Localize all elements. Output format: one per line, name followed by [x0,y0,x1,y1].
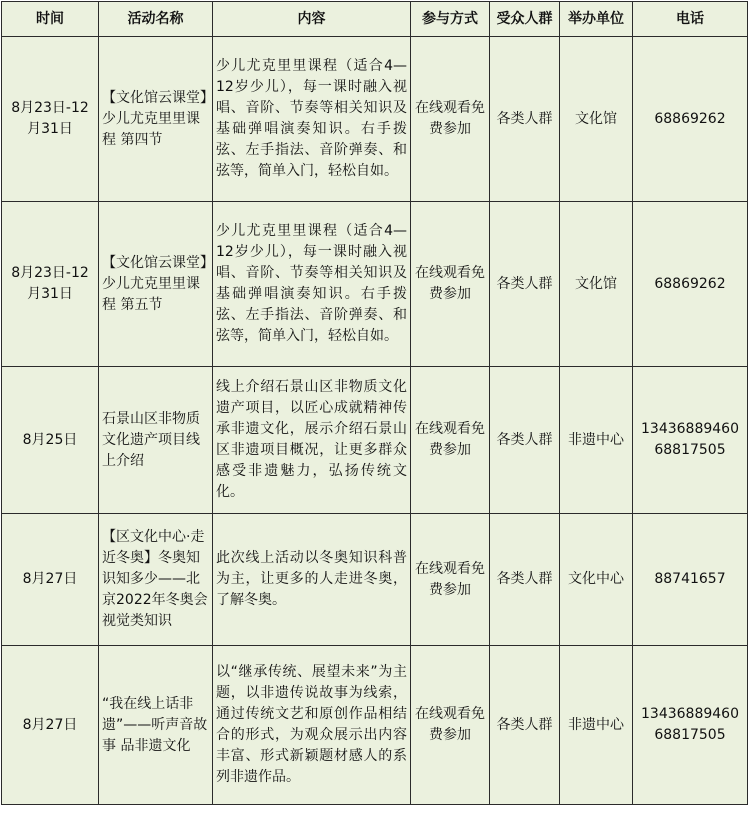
cell-organizer: 非遗中心 [560,367,633,514]
cell-phone [633,367,748,514]
cell-organizer: 文化馆 [560,37,633,202]
table-row [2,202,748,367]
cell-activity-name: “我在线上话非遗”——听声音故事 品非遗文化 [99,646,213,805]
cell-content: 此次线上活动以冬奥知识科普为主，让更多的人走进冬奥，了解冬奥。 [213,514,411,646]
header-audience: 受众人群 [490,2,560,37]
cell-content: 线上介绍石景山区非物质文化遗产项目，以匠心成就精神传承非遗文化，展示介绍石景山区非遗项目概况，让更多群众感受非遗魅力，弘扬传统文化。 [213,367,411,514]
phone-number: 68869262 [654,275,726,292]
phone-number: 88741657 [654,571,726,587]
cell-organizer: 文化馆 [560,202,633,367]
cell-audience: 各类人群 [490,37,560,202]
cell-time: 8月25日 [2,367,99,514]
cell-organizer: 非遗中心 [560,646,633,805]
cell-participation: 在线观看免费参加 [411,514,490,646]
header-participation: 参与方式 [411,2,490,37]
activity-schedule-table [1,1,748,805]
cell-content: 少儿尤克里里课程（适合4—12岁少儿），每一课时融入视唱、音阶、节奏等相关知识及基础弹唱演奏知识。右手拨弦、左手指法、音阶弹奏、和弦等，简单入门，轻松自如。 [213,202,411,367]
cell-participation: 在线观看免费参加 [411,202,490,367]
cell-activity-name: 【区文化中心·走近冬奥】冬奥知识知多少——北京2022年冬奥会视觉类知识 [99,514,213,646]
phone-number: 13436889460 [641,706,739,722]
table-row [2,646,748,805]
cell-phone [633,202,748,367]
phone-number: 68817505 [654,727,726,743]
cell-participation: 在线观看免费参加 [411,367,490,514]
header-activity-name: 活动名称 [99,2,213,37]
header-organizer: 举办单位 [560,2,633,37]
header-row [2,2,748,37]
cell-time: 8月27日 [2,646,99,805]
cell-audience: 各类人群 [490,646,560,805]
cell-activity-name: 石景山区非物质文化遗产项目线上介绍 [99,367,213,514]
cell-content: 少儿尤克里里课程（适合4—12岁少儿），每一课时融入视唱、音阶、节奏等相关知识及基础弹唱演奏知识。右手拨弦、左手指法、音阶弹奏、和弦等，简单入门，轻松自如。 [213,37,411,202]
phone-number: 68869262 [654,110,726,127]
cell-content: 以“继承传统、展望未来”为主题，以非遗传说故事为线索，通过传统文艺和原创作品相结合的形式，为观众展示出内容丰富、形式新颖题材感人的系列非遗作品。 [213,646,411,805]
phone-number: 68817505 [654,442,726,458]
cell-organizer: 文化中心 [560,514,633,646]
cell-activity-name: 【文化馆云课堂】少儿尤克里里课程 第五节 [99,202,213,367]
table-row [2,367,748,514]
cell-phone [633,37,748,202]
header-time: 时间 [2,2,99,37]
header-content: 内容 [213,2,411,37]
cell-time: 8月23日-12月31日 [2,37,99,202]
cell-phone [633,646,748,805]
table-row [2,37,748,202]
header-phone: 电话 [633,2,748,37]
cell-participation: 在线观看免费参加 [411,37,490,202]
cell-time: 8月23日-12月31日 [2,202,99,367]
cell-time: 8月27日 [2,514,99,646]
cell-audience: 各类人群 [490,202,560,367]
cell-phone [633,514,748,646]
cell-activity-name: 【文化馆云课堂】少儿尤克里里课程 第四节 [99,37,213,202]
cell-audience: 各类人群 [490,514,560,646]
cell-audience: 各类人群 [490,367,560,514]
phone-number: 13436889460 [641,421,739,437]
cell-participation: 在线观看免费参加 [411,646,490,805]
table-row [2,514,748,646]
